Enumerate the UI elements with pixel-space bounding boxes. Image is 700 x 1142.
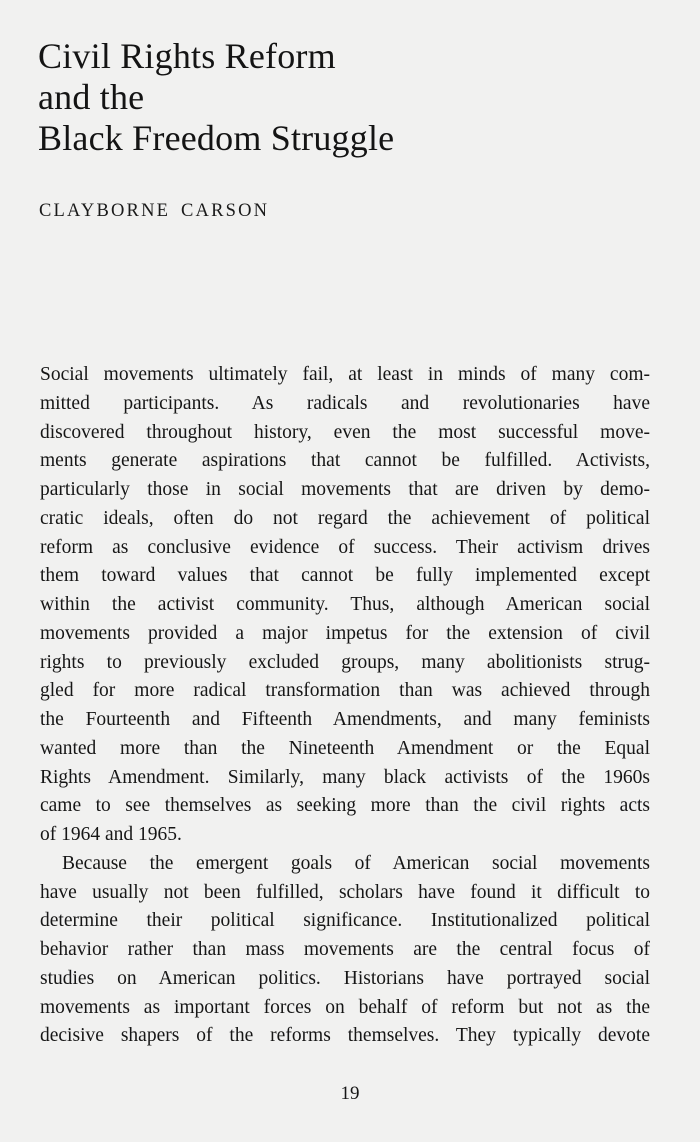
text-line: them toward values that cannot be fully implemented except [40,565,650,587]
text-line: movements provided a major impetus for the extension of civil [40,622,650,644]
text-line: the Fourteenth and Fifteenth Amendments, and many feminists [40,709,650,730]
text-line: of 1964 and 1965. [40,824,182,845]
text-line: particularly those in social movements that are driven by demo- [40,479,650,500]
text-line: determine their political significance. Institutionalized political [40,910,650,932]
text-line: rights to previously excluded groups, many abolitionists strug- [40,651,650,673]
author-byline: CLAYBORNE CARSON [39,201,270,221]
article-title [38,36,394,159]
text-line: decisive shapers of the reforms themselves. They typically devote [40,1025,650,1047]
text-line: within the activist community. Thus, although American social [40,594,650,615]
text-line: have usually not been fulfilled, scholars have found it difficult to [40,881,650,903]
text-line: Social movements ultimately fail, at least in minds of many com- [40,364,650,385]
text-line: mitted participants. As radicals and revolutionaries have [40,392,650,414]
title-line: Black Freedom Struggle [38,118,395,158]
text-line: Rights Amendment. Similarly, many black activists of the 1960s [40,766,650,788]
text-line: reform as conclusive evidence of success. Their activism drives [40,536,650,558]
text-line: discovered throughout history, even the most successful move- [40,421,650,443]
text-line: gled for more radical transformation than was achieved through [40,680,650,702]
text-line: behavior rather than mass movements are the central focus of [40,939,650,960]
text-line: Because the emergent goals of American social movements [62,852,650,874]
article-body [40,361,650,1051]
text-line: wanted more than the Nineteenth Amendment or the Equal [40,737,650,759]
paragraph-1 [40,361,650,850]
text-line: came to see themselves as seeking more than the civil rights acts [40,795,650,817]
text-line: movements as important forces on behalf of reform but not as the [40,996,650,1018]
paragraph-2 [40,850,650,1051]
page-number: 19 [340,1083,360,1104]
text-line: studies on American politics. Historians have portrayed social [40,967,650,989]
title-line: and the [38,77,145,117]
text-line: ments generate aspirations that cannot be fulfilled. Activists, [40,450,650,472]
text-line: cratic ideals, often do not regard the achievement of political [40,507,650,529]
title-line: Civil Rights Reform [38,36,336,76]
